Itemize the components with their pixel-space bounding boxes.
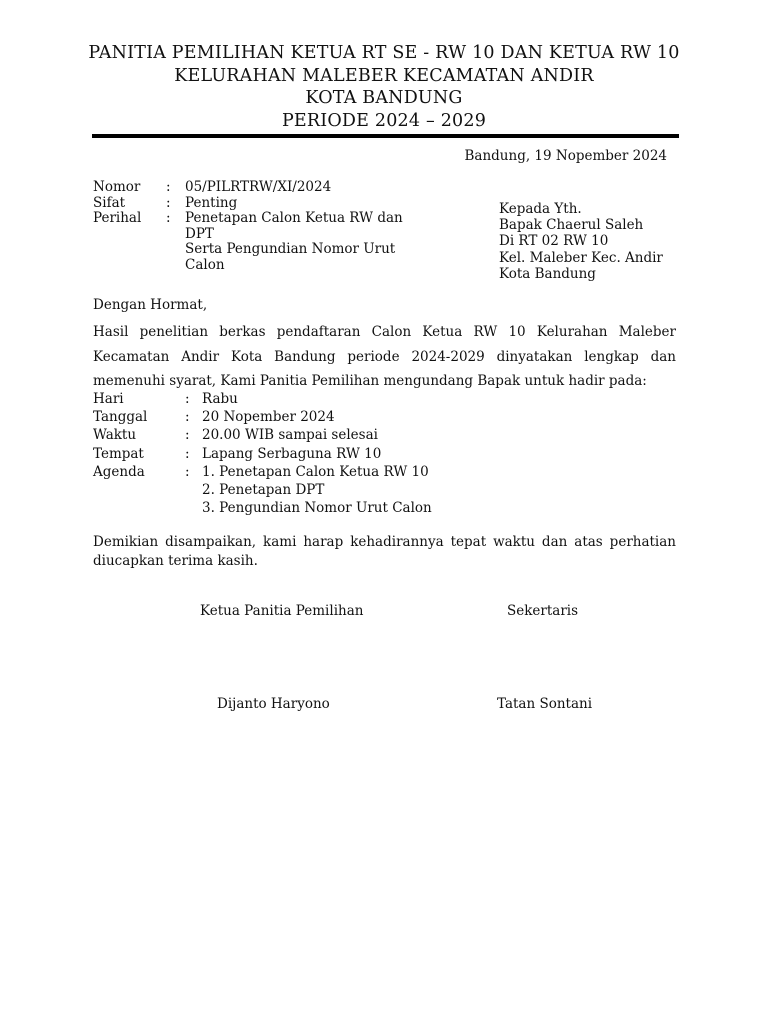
body-paragraph: Hasil penelitian berkas pendaftaran Calon Ketua RW 10 Kelurahan Maleber Kecamatan Andir Kota Bandung periode 2024-2029 dinyatakan lengkap dan memenuhi syarat, Kami Panitia Pemilihan mengundang Bapak untuk hadir pada: (93, 324, 676, 390)
letterhead-divider (92, 134, 679, 138)
detail-colon: : (185, 409, 190, 426)
detail-label (93, 481, 185, 499)
detail-label: Tempat (93, 445, 144, 462)
signature-name-secretary: Tatan Sontani (497, 696, 593, 712)
meta-label: Perihal (93, 210, 142, 226)
recipient-line: Di RT 02 RW 10 (499, 233, 609, 250)
detail-value: 20 Nopember 2024 (202, 409, 335, 426)
letter-meta (93, 180, 425, 273)
meta-value: Penting (185, 194, 238, 211)
recipient-line: Bapak Chaerul Saleh (499, 217, 644, 234)
letterhead-line-3: KOTA BANDUNG (305, 88, 463, 108)
signature-title-chair: Ketua Panitia Pemilihan (200, 603, 364, 619)
detail-colon (185, 481, 202, 499)
meta-colon: : (166, 194, 171, 211)
detail-colon: : (185, 391, 190, 407)
detail-value: 1. Penetapan Calon Ketua RW 10 (202, 463, 429, 480)
meta-label: Sifat (93, 194, 126, 211)
letterhead-line-4: PERIODE 2024 – 2029 (281, 110, 487, 131)
meta-value: 05/PILRTRW/XI/2024 (185, 179, 332, 195)
signature-name-chair: Dijanto Haryono (217, 696, 330, 712)
meta-colon: : (166, 179, 171, 195)
meta-row-perihal (93, 211, 425, 273)
detail-row (93, 408, 462, 426)
detail-row (93, 481, 462, 499)
letterhead (60, 42, 708, 132)
recipient-line: Kepada Yth. (499, 201, 582, 217)
detail-label: Hari (93, 391, 124, 407)
detail-value: 20.00 WIB sampai selesai (202, 427, 378, 444)
detail-row (93, 499, 462, 517)
detail-colon: : (185, 445, 190, 462)
meta-label: Nomor (93, 179, 141, 195)
closing-paragraph: Demikian disampaikan, kami harap kehadirannya tepat waktu dan atas perhatian diucapkan terima kasih. (93, 534, 676, 569)
detail-row (93, 463, 462, 481)
meta-value (185, 211, 425, 273)
detail-value: Rabu (202, 391, 238, 407)
recipient-line: Kel. Maleber Kec. Andir (499, 249, 663, 266)
perihal-line-1: Penetapan Calon Ketua RW dan DPT (185, 210, 403, 242)
meta-row-nomor (93, 180, 425, 196)
detail-value: Lapang Serbaguna RW 10 (202, 445, 382, 462)
detail-row (93, 445, 462, 463)
meta-row-sifat (93, 196, 425, 212)
signature-title-secretary: Sekertaris (507, 603, 579, 619)
detail-label (93, 499, 185, 517)
detail-row (93, 426, 462, 444)
detail-row (93, 390, 462, 408)
detail-label: Tanggal (93, 409, 148, 426)
detail-colon (185, 499, 202, 517)
perihal-line-2: Serta Pengundian Nomor Urut Calon (185, 241, 396, 273)
recipient-block (499, 201, 663, 282)
detail-label: Agenda (93, 463, 145, 480)
letterhead-line-1: PANITIA PEMILIHAN KETUA RT SE - RW 10 DAN KETUA RW 10 (88, 43, 680, 63)
recipient-line: Kota Bandung (499, 265, 596, 282)
meta-colon: : (166, 210, 171, 226)
detail-value: 3. Pengundian Nomor Urut Calon (202, 500, 432, 517)
letterhead-line-2: KELURAHAN MALEBER KECAMATAN ANDIR (174, 65, 594, 86)
detail-label: Waktu (93, 427, 137, 444)
detail-colon: : (185, 463, 190, 480)
detail-value: 2. Penetapan DPT (202, 482, 325, 499)
event-details (93, 390, 462, 517)
salutation: Dengan Hormat, (93, 297, 208, 313)
detail-colon: : (185, 427, 190, 444)
letter-date: Bandung, 19 Nopember 2024 (464, 148, 667, 164)
